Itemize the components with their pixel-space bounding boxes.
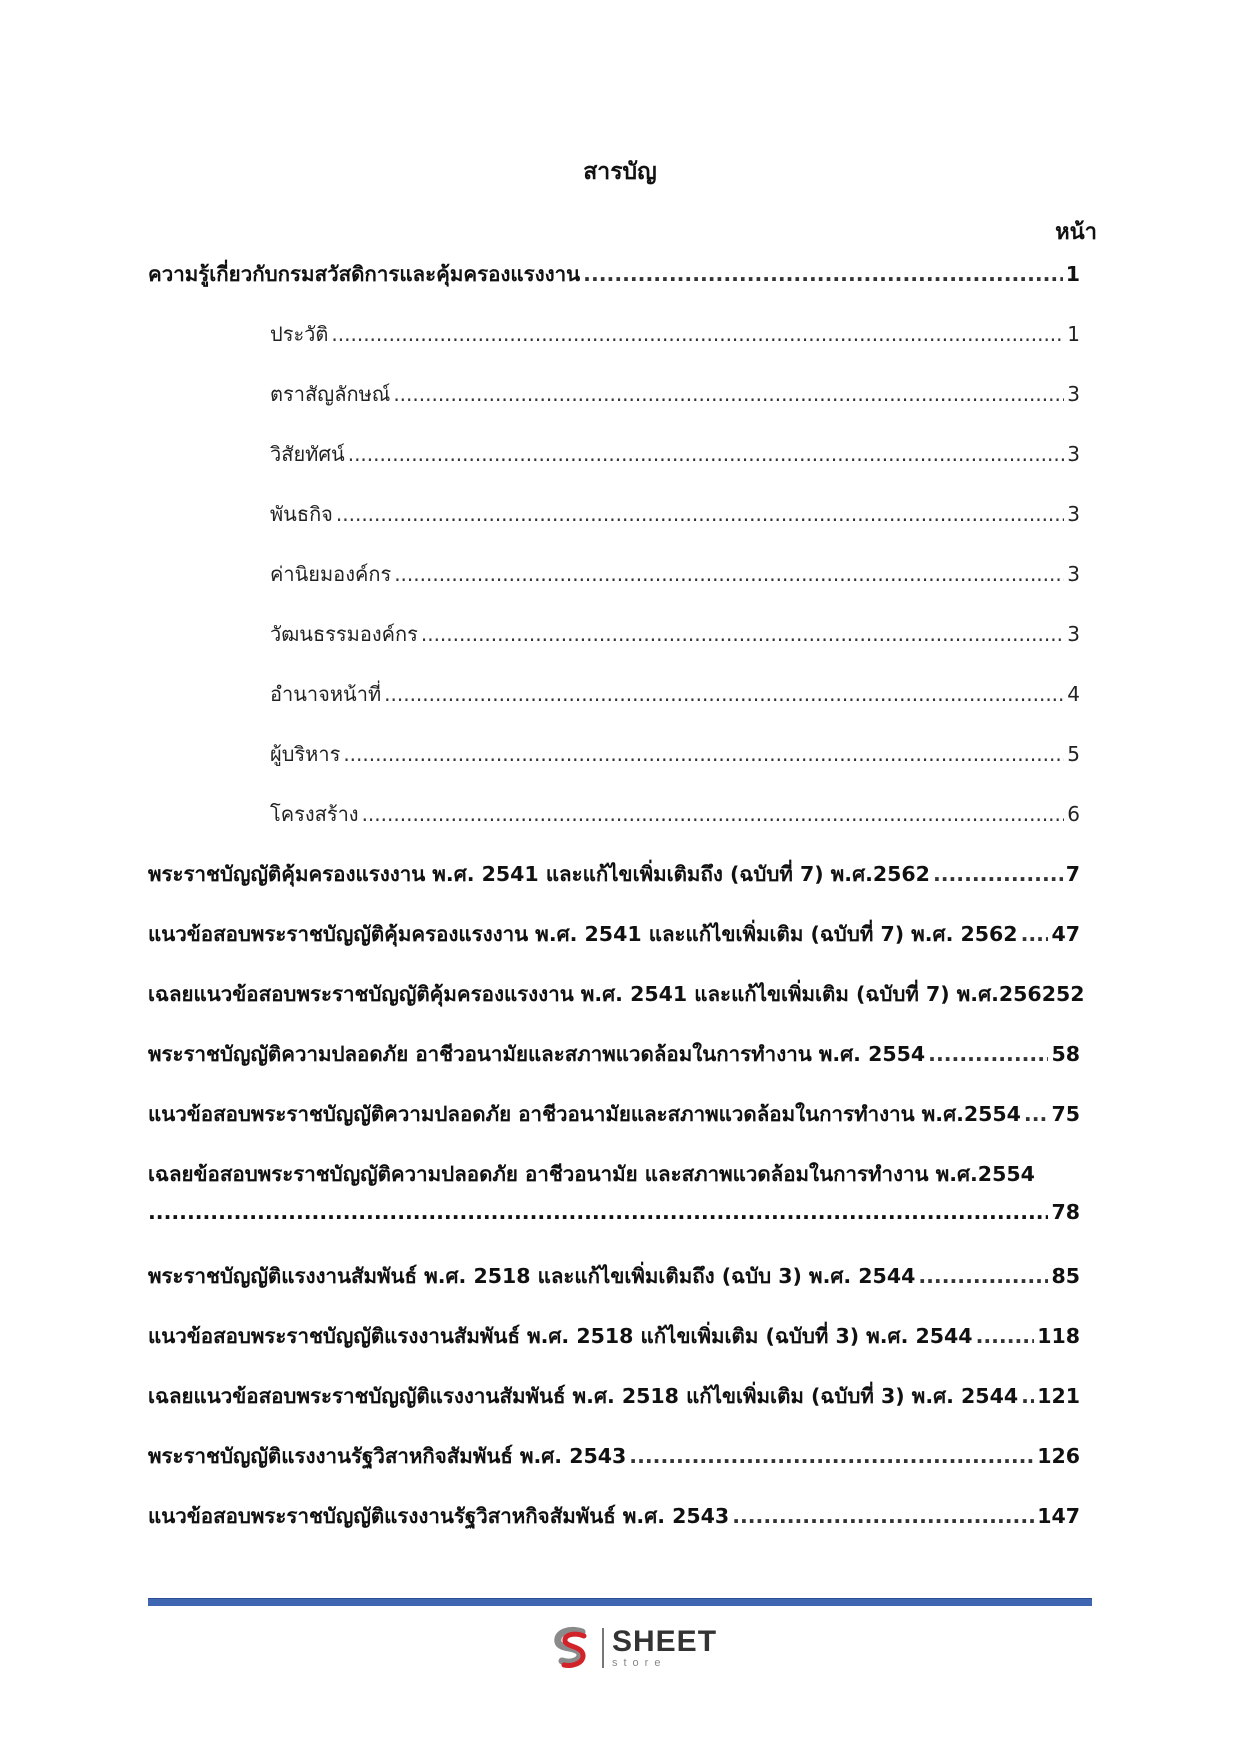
toc-entry-text: เฉลยแนวข้อสอบพระราชบัญญัติคุ้มครองแรงงาน พ.ศ. 2541 และแก้ไขเพิ่มเติม (ฉบับที่ 7) พ.ศ.2562 bbox=[148, 982, 1056, 1006]
logo-wordmark bbox=[612, 1627, 717, 1669]
toc-entry-text: เฉลยข้อสอบพระราชบัญญัติความปลอดภัย อาชีวอนามัย และสภาพแวดล้อมในการทำงาน พ.ศ.2554 bbox=[148, 1162, 1035, 1186]
sheet-store-logo-icon bbox=[548, 1624, 596, 1672]
toc-entry-page: 47 bbox=[1051, 922, 1080, 946]
toc-entry[interactable] bbox=[270, 378, 1080, 410]
toc-entry-text: พระราชบัญญัติคุ้มครองแรงงาน พ.ศ. 2541 และแก้ไขเพิ่มเติมถึง (ฉบับที่ 7) พ.ศ.2562 bbox=[148, 862, 930, 886]
toc-entry-text: แนวข้อสอบพระราชบัญญัติแรงงานรัฐวิสาหกิจสัมพันธ์ พ.ศ. 2543 bbox=[148, 1504, 730, 1528]
toc-entry-page: 3 bbox=[1067, 562, 1080, 586]
toc-entry-page: 85 bbox=[1051, 1264, 1080, 1288]
logo-subtext: store bbox=[612, 1657, 667, 1669]
toc-entry-text: พระราชบัญญัติแรงงานสัมพันธ์ พ.ศ. 2518 และแก้ไขเพิ่มเติมถึง (ฉบับ 3) พ.ศ. 2544 bbox=[148, 1264, 916, 1288]
toc-entry-text: พระราชบัญญัติแรงงานรัฐวิสาหกิจสัมพันธ์ พ.ศ. 2543 bbox=[148, 1444, 627, 1468]
toc-entry[interactable] bbox=[270, 438, 1080, 470]
toc-entry-page: 3 bbox=[1067, 622, 1080, 646]
toc-entry[interactable] bbox=[270, 678, 1080, 710]
toc-entry[interactable] bbox=[148, 258, 1080, 291]
toc-entry[interactable] bbox=[148, 1440, 1080, 1473]
toc-entry[interactable] bbox=[270, 318, 1080, 350]
toc-entry-page: 58 bbox=[1051, 1042, 1080, 1066]
toc-entry-text: วิสัยทัศน์ bbox=[270, 442, 345, 466]
toc-entry-page: 147 bbox=[1037, 1504, 1080, 1528]
toc-entry-text: เฉลยแนวข้อสอบพระราชบัญญัติแรงงานสัมพันธ์ พ.ศ. 2518 แก้ไขเพิ่มเติม (ฉบับที่ 3) พ.ศ. 2544 bbox=[148, 1384, 1019, 1408]
toc-entry-page: 126 bbox=[1037, 1444, 1080, 1468]
toc-entry-text: แนวข้อสอบพระราชบัญญัติคุ้มครองแรงงาน พ.ศ. 2541 และแก้ไขเพิ่มเติม (ฉบับที่ 7) พ.ศ. 2562 bbox=[148, 922, 1018, 946]
toc-entry-page: 1 bbox=[1065, 262, 1080, 286]
toc-entry-text: โครงสร้าง bbox=[270, 802, 359, 826]
toc-entry-text: ตราสัญลักษณ์ bbox=[270, 382, 391, 406]
toc-entry-page: 121 bbox=[1037, 1384, 1080, 1408]
footer-rule bbox=[148, 1598, 1092, 1606]
toc-entry-page: 5 bbox=[1067, 742, 1080, 766]
toc-entry[interactable] bbox=[148, 1320, 1080, 1353]
toc-entry-page: 1 bbox=[1067, 322, 1080, 346]
toc-entry[interactable] bbox=[270, 798, 1080, 830]
toc-entry-page: 52 bbox=[1055, 982, 1085, 1006]
toc-title: สารบัญ bbox=[583, 159, 657, 185]
toc-entry-page: 3 bbox=[1067, 382, 1080, 406]
toc-entry-page: 4 bbox=[1067, 682, 1080, 706]
toc-entry[interactable] bbox=[148, 918, 1080, 951]
toc-entry-text: แนวข้อสอบพระราชบัญญัติความปลอดภัย อาชีวอนามัยและสภาพแวดล้อมในการทำงาน พ.ศ.2554 bbox=[148, 1102, 1021, 1126]
toc-entry[interactable] bbox=[270, 618, 1080, 650]
toc-entry-text: แนวข้อสอบพระราชบัญญัติแรงงานสัมพันธ์ พ.ศ. 2518 แก้ไขเพิ่มเติม (ฉบับที่ 3) พ.ศ. 2544 bbox=[148, 1324, 973, 1348]
page-column-label: หน้า bbox=[1055, 220, 1097, 245]
toc-entry-text: พันธกิจ bbox=[270, 502, 333, 526]
toc-entry-text: ความรู้เกี่ยวกับกรมสวัสดิการและคุ้มครองแรงงาน bbox=[148, 262, 581, 286]
toc-entry[interactable] bbox=[148, 978, 1085, 1011]
logo-separator bbox=[602, 1628, 604, 1668]
toc-entry[interactable] bbox=[148, 858, 1080, 891]
toc-entry-page: 3 bbox=[1067, 502, 1080, 526]
toc-entry-page: 7 bbox=[1065, 862, 1080, 886]
footer-logo bbox=[548, 1622, 718, 1674]
toc-entry-text: ผู้บริหาร bbox=[270, 742, 341, 766]
toc-entry-wrapped[interactable] bbox=[148, 1158, 1080, 1191]
logo-text: SHEET bbox=[612, 1625, 718, 1658]
toc-entry-page: 6 bbox=[1067, 802, 1080, 826]
toc-entry[interactable] bbox=[270, 558, 1080, 590]
toc-entry[interactable] bbox=[148, 1260, 1080, 1293]
toc-entry[interactable] bbox=[270, 738, 1080, 770]
toc-entry-continuation[interactable] bbox=[148, 1200, 1080, 1224]
toc-entry[interactable] bbox=[148, 1038, 1080, 1071]
toc-entry-page: 118 bbox=[1037, 1324, 1080, 1348]
toc-entry-text: อำนาจหน้าที่ bbox=[270, 682, 382, 706]
toc-entry-page: 75 bbox=[1051, 1102, 1080, 1126]
toc-entry[interactable] bbox=[148, 1380, 1080, 1413]
toc-entry-text: พระราชบัญญัติความปลอดภัย อาชีวอนามัยและสภาพแวดล้อมในการทำงาน พ.ศ. 2554 bbox=[148, 1042, 926, 1066]
toc-entry[interactable] bbox=[148, 1500, 1080, 1533]
toc-entry-text: ค่านิยมองค์กร bbox=[270, 562, 392, 586]
toc-entry[interactable] bbox=[270, 498, 1080, 530]
toc-entry-text: ประวัติ bbox=[270, 322, 329, 346]
toc-entry-page: 3 bbox=[1067, 442, 1080, 466]
toc-entry-text: วัฒนธรรมองค์กร bbox=[270, 622, 418, 646]
toc-entry[interactable] bbox=[148, 1098, 1080, 1131]
toc-entry-page: 78 bbox=[1051, 1200, 1080, 1224]
